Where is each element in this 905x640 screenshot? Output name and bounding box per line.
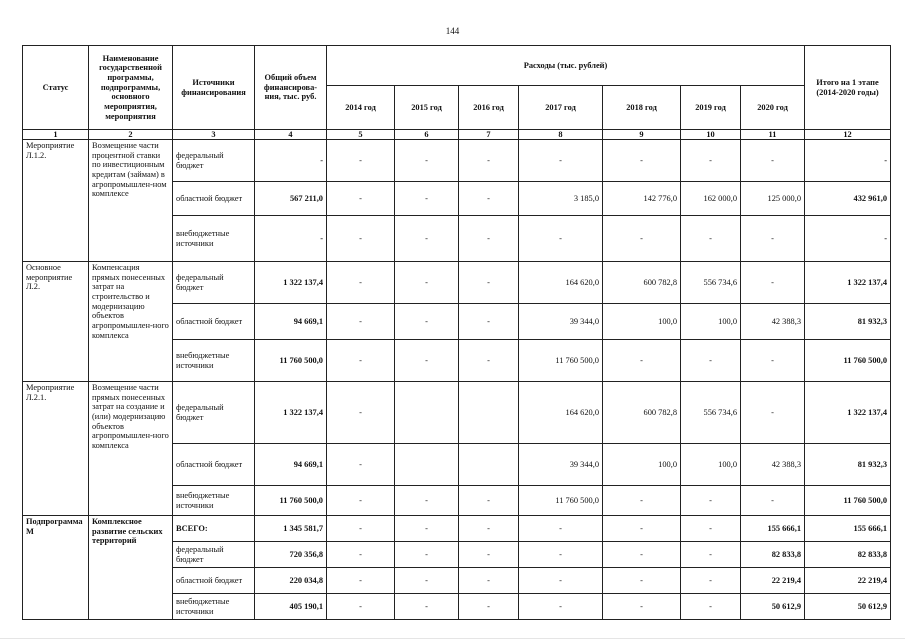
year-value-cell: - bbox=[603, 516, 681, 542]
year-value-cell: - bbox=[519, 140, 603, 182]
total-volume-cell: 405 190,1 bbox=[255, 594, 327, 620]
year-value-cell: - bbox=[681, 216, 741, 262]
itogo-cell: - bbox=[805, 216, 891, 262]
year-value-cell: - bbox=[681, 516, 741, 542]
header-status: Статус bbox=[23, 46, 89, 130]
year-value-cell: - bbox=[741, 340, 805, 382]
year-value-cell: 100,0 bbox=[681, 304, 741, 340]
total-volume-cell: 11 760 500,0 bbox=[255, 486, 327, 516]
total-volume-cell: 720 356,8 bbox=[255, 542, 327, 568]
year-value-cell: - bbox=[395, 140, 459, 182]
year-value-cell: - bbox=[327, 568, 395, 594]
year-value-cell: - bbox=[327, 594, 395, 620]
year-value-cell: - bbox=[741, 382, 805, 444]
year-value-cell: - bbox=[327, 516, 395, 542]
itogo-cell: 22 219,4 bbox=[805, 568, 891, 594]
year-value-cell: - bbox=[327, 382, 395, 444]
column-number: 8 bbox=[519, 130, 603, 140]
header-expenses: Расходы (тыс. рублей) bbox=[327, 46, 805, 86]
total-volume-cell: 220 034,8 bbox=[255, 568, 327, 594]
year-value-cell: - bbox=[395, 262, 459, 304]
column-number-row bbox=[23, 130, 891, 140]
year-value-cell: - bbox=[519, 542, 603, 568]
year-value-cell: - bbox=[395, 216, 459, 262]
table-row bbox=[23, 262, 891, 304]
itogo-cell: 155 666,1 bbox=[805, 516, 891, 542]
header-year: 2019 год bbox=[681, 86, 741, 130]
year-value-cell: - bbox=[681, 594, 741, 620]
total-volume-cell: - bbox=[255, 216, 327, 262]
status-cell: Основное мероприятие Л.2. bbox=[23, 262, 89, 382]
header-year: 2017 год bbox=[519, 86, 603, 130]
source-cell: областной бюджет bbox=[173, 568, 255, 594]
table-row bbox=[23, 140, 891, 182]
column-number: 9 bbox=[603, 130, 681, 140]
measure-name-cell: Комплексное развитие сельских территорий bbox=[89, 516, 173, 620]
year-value-cell: 162 000,0 bbox=[681, 182, 741, 216]
header-year: 2016 год bbox=[459, 86, 519, 130]
column-number: 11 bbox=[741, 130, 805, 140]
year-value-cell: 42 388,3 bbox=[741, 304, 805, 340]
year-value-cell: - bbox=[681, 340, 741, 382]
source-cell: областной бюджет bbox=[173, 304, 255, 340]
page-number: 144 bbox=[445, 26, 460, 36]
total-volume-cell: 94 669,1 bbox=[255, 444, 327, 486]
year-value-cell: - bbox=[741, 262, 805, 304]
measure-name-cell: Возмещение части прямых понесенных затрат на создание и (или) модернизацию объектов агропромышлен-ного комплекса bbox=[89, 382, 173, 516]
year-value-cell: - bbox=[327, 140, 395, 182]
year-value-cell: 39 344,0 bbox=[519, 444, 603, 486]
year-value-cell: 600 782,8 bbox=[603, 382, 681, 444]
year-value-cell: - bbox=[395, 340, 459, 382]
itogo-cell: 11 760 500,0 bbox=[805, 486, 891, 516]
total-volume-cell: 567 211,0 bbox=[255, 182, 327, 216]
total-volume-cell: 11 760 500,0 bbox=[255, 340, 327, 382]
year-value-cell: - bbox=[327, 182, 395, 216]
source-cell: ВСЕГО: bbox=[173, 516, 255, 542]
year-value-cell: - bbox=[327, 262, 395, 304]
year-value-cell: - bbox=[519, 516, 603, 542]
year-value-cell: 82 833,8 bbox=[741, 542, 805, 568]
year-value-cell: - bbox=[459, 140, 519, 182]
total-volume-cell: 94 669,1 bbox=[255, 304, 327, 340]
total-volume-cell: 1 345 581,7 bbox=[255, 516, 327, 542]
year-value-cell: - bbox=[459, 304, 519, 340]
year-value-cell: - bbox=[603, 340, 681, 382]
year-value-cell: 600 782,8 bbox=[603, 262, 681, 304]
column-number: 5 bbox=[327, 130, 395, 140]
year-value-cell: - bbox=[327, 340, 395, 382]
year-value-cell bbox=[459, 444, 519, 486]
measure-name-cell: Компенсация прямых понесенных затрат на строительство и модернизацию объектов агропромышлен-ного комплекса bbox=[89, 262, 173, 382]
year-value-cell: - bbox=[327, 486, 395, 516]
itogo-cell: 432 961,0 bbox=[805, 182, 891, 216]
status-cell: Мероприятие Л.1.2. bbox=[23, 140, 89, 262]
header-year: 2020 год bbox=[741, 86, 805, 130]
year-value-cell: - bbox=[395, 182, 459, 216]
itogo-cell: 50 612,9 bbox=[805, 594, 891, 620]
year-value-cell: - bbox=[395, 568, 459, 594]
source-cell: федеральный бюджет bbox=[173, 382, 255, 444]
year-value-cell: - bbox=[459, 516, 519, 542]
year-value-cell: - bbox=[519, 216, 603, 262]
year-value-cell: 125 000,0 bbox=[741, 182, 805, 216]
itogo-cell: - bbox=[805, 140, 891, 182]
measure-name-cell: Возмещение части процентной ставки по инвестиционным кредитам (займам) в агропромышлен-ном комплексе bbox=[89, 140, 173, 262]
year-value-cell: 556 734,6 bbox=[681, 382, 741, 444]
year-value-cell: - bbox=[395, 594, 459, 620]
year-value-cell: 3 185,0 bbox=[519, 182, 603, 216]
itogo-cell: 11 760 500,0 bbox=[805, 340, 891, 382]
year-value-cell: 50 612,9 bbox=[741, 594, 805, 620]
table-body bbox=[23, 140, 891, 620]
source-cell: внебюджетные источники bbox=[173, 216, 255, 262]
year-value-cell: - bbox=[603, 140, 681, 182]
itogo-cell: 81 932,3 bbox=[805, 304, 891, 340]
year-value-cell: 100,0 bbox=[603, 444, 681, 486]
year-value-cell: 164 620,0 bbox=[519, 262, 603, 304]
header-sources: Источники финансирования bbox=[173, 46, 255, 130]
year-value-cell: 155 666,1 bbox=[741, 516, 805, 542]
year-value-cell: - bbox=[459, 182, 519, 216]
header-name: Наименование государственной программы, подпрограммы, основного мероприятия, мероприятия bbox=[89, 46, 173, 130]
year-value-cell: - bbox=[681, 140, 741, 182]
status-cell: Подпрограмма М bbox=[23, 516, 89, 620]
itogo-cell: 81 932,3 bbox=[805, 444, 891, 486]
column-number: 10 bbox=[681, 130, 741, 140]
year-value-cell: - bbox=[603, 594, 681, 620]
column-number: 7 bbox=[459, 130, 519, 140]
year-value-cell: 39 344,0 bbox=[519, 304, 603, 340]
year-value-cell: - bbox=[459, 216, 519, 262]
year-value-cell: - bbox=[603, 542, 681, 568]
year-value-cell: - bbox=[681, 542, 741, 568]
year-value-cell: - bbox=[395, 542, 459, 568]
year-value-cell: - bbox=[395, 486, 459, 516]
source-cell: областной бюджет bbox=[173, 182, 255, 216]
column-number: 4 bbox=[255, 130, 327, 140]
scan-edge bbox=[0, 638, 905, 639]
year-value-cell: - bbox=[519, 568, 603, 594]
header-year: 2015 год bbox=[395, 86, 459, 130]
table-row bbox=[23, 516, 891, 542]
year-value-cell: - bbox=[603, 568, 681, 594]
year-value-cell: 556 734,6 bbox=[681, 262, 741, 304]
year-value-cell: - bbox=[741, 140, 805, 182]
total-volume-cell: - bbox=[255, 140, 327, 182]
year-value-cell: 164 620,0 bbox=[519, 382, 603, 444]
year-value-cell: - bbox=[327, 542, 395, 568]
year-value-cell: - bbox=[459, 486, 519, 516]
year-value-cell: - bbox=[459, 594, 519, 620]
total-volume-cell: 1 322 137,4 bbox=[255, 262, 327, 304]
year-value-cell: 11 760 500,0 bbox=[519, 340, 603, 382]
year-value-cell: - bbox=[741, 216, 805, 262]
header-total-volume: Общий объем финансирова-ния, тыс. руб. bbox=[255, 46, 327, 130]
header-itogo: Итого на 1 этапе (2014-2020 годы) bbox=[805, 46, 891, 130]
year-value-cell: - bbox=[327, 304, 395, 340]
itogo-cell: 1 322 137,4 bbox=[805, 262, 891, 304]
year-value-cell: 100,0 bbox=[681, 444, 741, 486]
header-year: 2018 год bbox=[603, 86, 681, 130]
year-value-cell bbox=[395, 382, 459, 444]
year-value-cell: - bbox=[395, 304, 459, 340]
year-value-cell: - bbox=[327, 216, 395, 262]
column-number: 1 bbox=[23, 130, 89, 140]
financing-table bbox=[22, 45, 891, 620]
year-value-cell bbox=[395, 444, 459, 486]
status-cell: Мероприятие Л.2.1. bbox=[23, 382, 89, 516]
itogo-cell: 1 322 137,4 bbox=[805, 382, 891, 444]
total-volume-cell: 1 322 137,4 bbox=[255, 382, 327, 444]
year-value-cell: - bbox=[395, 516, 459, 542]
source-cell: федеральный бюджет bbox=[173, 542, 255, 568]
header-year: 2014 год bbox=[327, 86, 395, 130]
source-cell: внебюджетные источники bbox=[173, 340, 255, 382]
year-value-cell: - bbox=[681, 568, 741, 594]
year-value-cell: - bbox=[459, 542, 519, 568]
year-value-cell: - bbox=[459, 262, 519, 304]
year-value-cell: - bbox=[741, 486, 805, 516]
column-number: 3 bbox=[173, 130, 255, 140]
year-value-cell: - bbox=[681, 486, 741, 516]
year-value-cell: 142 776,0 bbox=[603, 182, 681, 216]
year-value-cell: 42 388,3 bbox=[741, 444, 805, 486]
column-number: 12 bbox=[805, 130, 891, 140]
year-value-cell: 11 760 500,0 bbox=[519, 486, 603, 516]
year-value-cell: - bbox=[519, 594, 603, 620]
year-value-cell: 100,0 bbox=[603, 304, 681, 340]
year-value-cell bbox=[459, 382, 519, 444]
year-value-cell: - bbox=[459, 340, 519, 382]
year-value-cell: - bbox=[327, 444, 395, 486]
year-value-cell: - bbox=[603, 486, 681, 516]
year-value-cell: 22 219,4 bbox=[741, 568, 805, 594]
itogo-cell: 82 833,8 bbox=[805, 542, 891, 568]
source-cell: областной бюджет bbox=[173, 444, 255, 486]
source-cell: внебюджетные источники bbox=[173, 594, 255, 620]
source-cell: внебюджетные источники bbox=[173, 486, 255, 516]
source-cell: федеральный бюджет bbox=[173, 262, 255, 304]
year-value-cell: - bbox=[459, 568, 519, 594]
table-row bbox=[23, 382, 891, 444]
year-value-cell: - bbox=[603, 216, 681, 262]
column-number: 2 bbox=[89, 130, 173, 140]
source-cell: федеральный бюджет bbox=[173, 140, 255, 182]
column-number: 6 bbox=[395, 130, 459, 140]
